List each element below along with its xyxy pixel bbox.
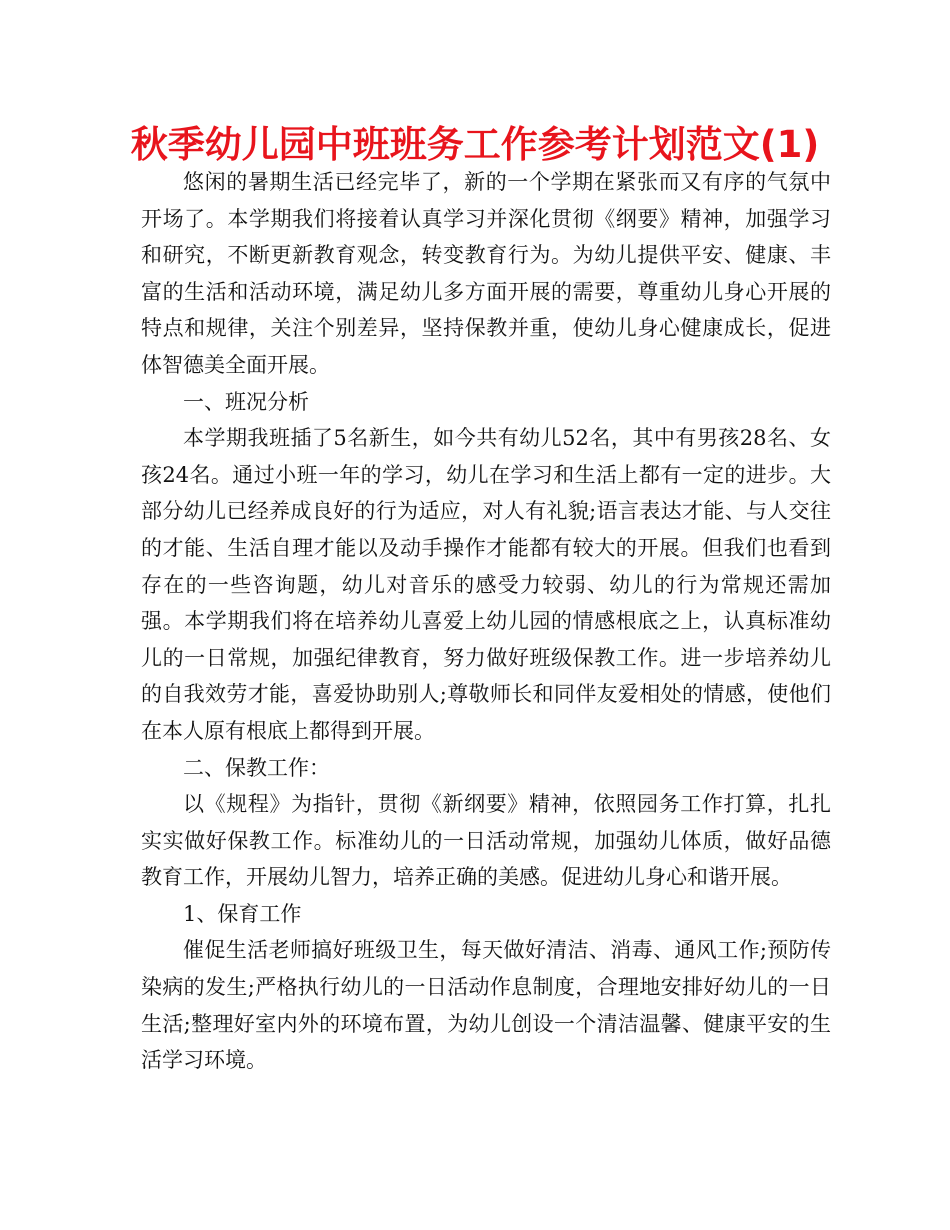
document-body [141,164,831,1079]
paragraph-intro: 悠闲的暑期生活已经完毕了，新的一个学期在紧张而又有序的气氛中开场了。本学期我们将接着认真学习并深化贯彻《纲要》精神，加强学习和研究，不断更新教育观念，转变教育行为。为幼儿提供平安、健康、丰富的生活和活动环境，满足幼儿多方面开展的需要，尊重幼儿身心开展的特点和规律，关注个别差异，坚持保教并重，使幼儿身心健康成长，促进体智德美全面开展。 [141,170,831,377]
document-title: 秋季幼儿园中班班务工作参考计划范文(1) [130,123,820,166]
heading-care-education: 二、保教工作： [183,755,330,780]
heading-nursing-work: 1、保育工作 [183,901,302,926]
paragraph-class-analysis: 本学期我班插了5名新生，如今共有幼儿52名，其中有男孩28名、女孩24名。通过小班一年的学习，幼儿在学习和生活上都有一定的进步。大部分幼儿已经养成良好的行为适应，对人有礼貌;语言表达才能、与人交往的才能、生活自理才能以及动手操作才能都有较大的开展。但我们也看到存在的一些咨询题，幼儿对音乐的感受力较弱、幼儿的行为常规还需加强。本学期我们将在培养幼儿喜爱上幼儿园的情感根底之上，认真标准幼儿的一日常规，加强纪律教育，努力做好班级保教工作。进一步培养幼儿的自我效劳才能，喜爱协助别人;尊敬师长和同伴友爱相处的情感，使他们在本人原有根底上都得到开展。 [141,426,831,743]
paragraph-care-education: 以《规程》为指针，贯彻《新纲要》精神，依照园务工作打算，扎扎实实做好保教工作。标准幼儿的一日活动常规，加强幼儿体质，做好品德教育工作，开展幼儿智力，培养正确的美感。促进幼儿身心和谐开展。 [141,792,831,890]
paragraph-nursing-work: 催促生活老师搞好班级卫生，每天做好清洁、消毒、通风工作;预防传染病的发生;严格执行幼儿的一日活动作息制度，合理地安排好幼儿的一日生活;整理好室内外的环境布置，为幼儿创设一个清洁温馨、健康平安的生活学习环境。 [141,938,831,1073]
heading-class-analysis: 一、班况分析 [183,389,309,414]
